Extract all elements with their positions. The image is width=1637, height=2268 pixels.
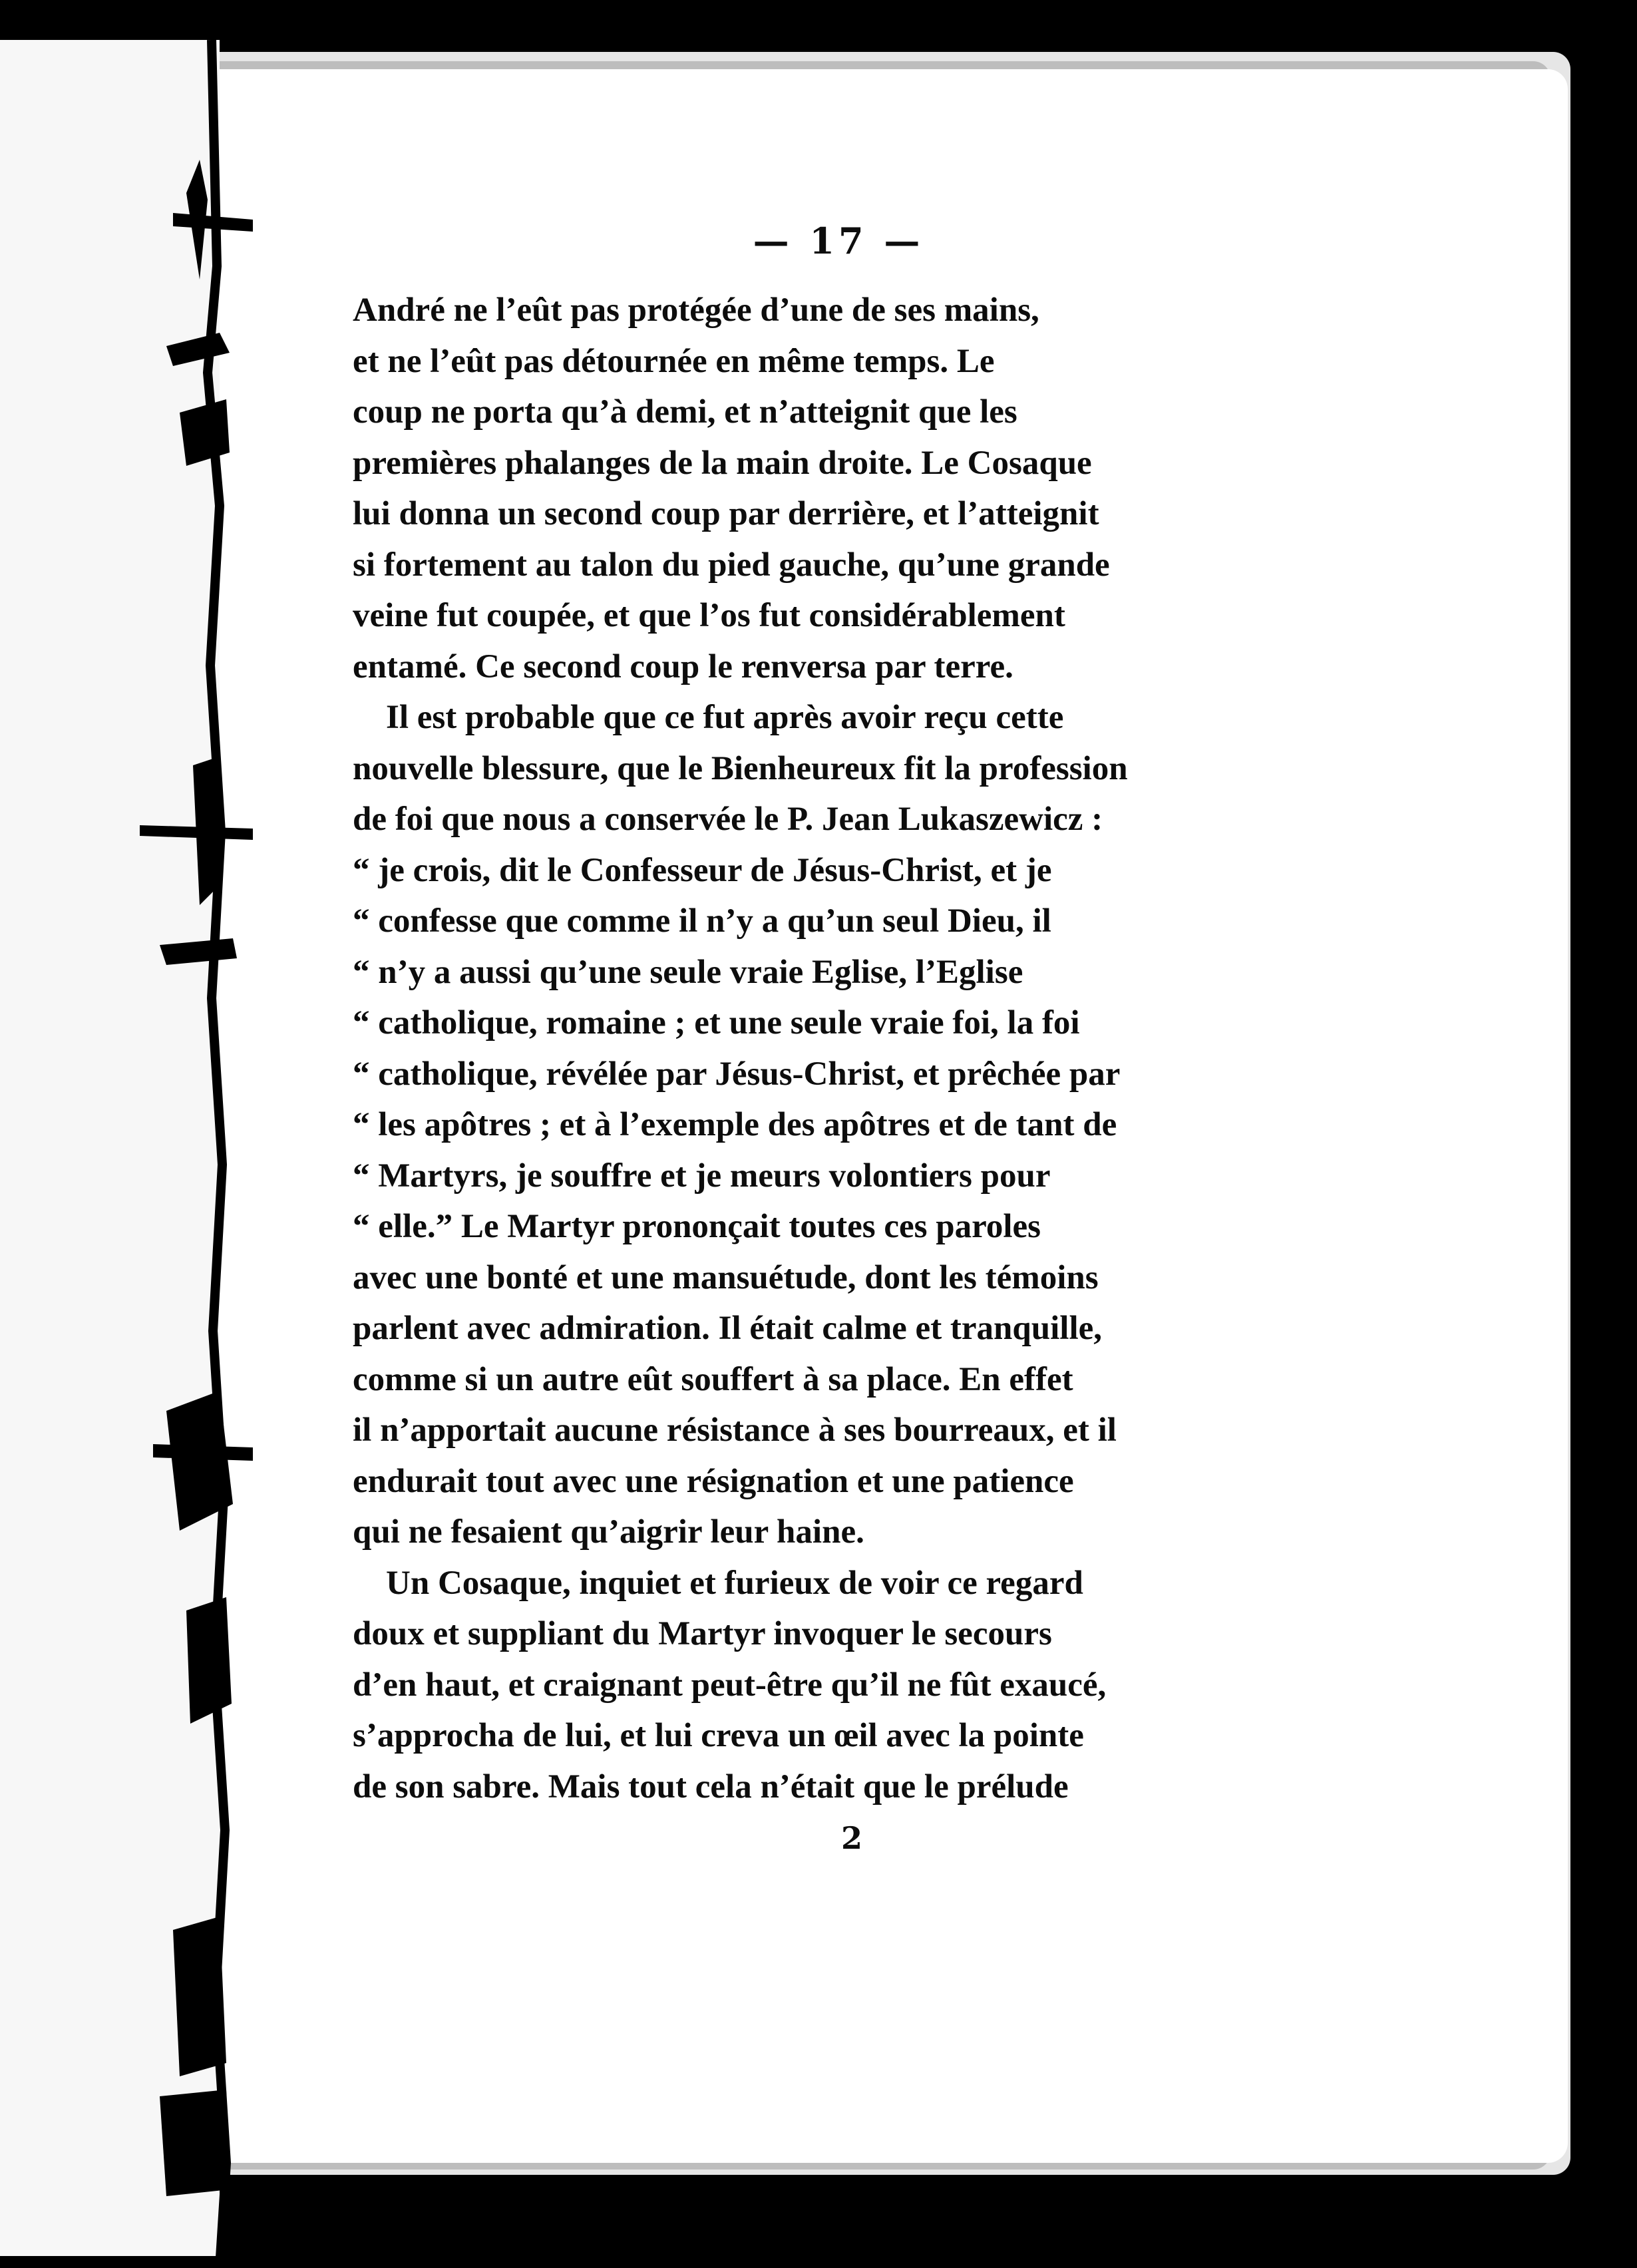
text-line: “ catholique, romaine ; et une seule vraie foi, la foi: [353, 1004, 1080, 1041]
text-line: Un Cosaque, inquiet et furieux de voir ce regard: [386, 1564, 1083, 1602]
page-number-header: — 17 —: [753, 220, 924, 262]
text-line: “ Martyrs, je souffre et je meurs volontiers pour: [353, 1157, 1051, 1195]
text-line: qui ne fesaient qu’aigrir leur haine.: [353, 1513, 864, 1551]
text-line: parlent avec admiration. Il était calme et tranquille,: [353, 1310, 1103, 1347]
paragraph-2: [353, 692, 1304, 1558]
text-line: “ je crois, dit le Confesseur de Jésus-Christ, et je: [353, 851, 1052, 889]
text-line: “ confesse que comme il n’y a qu’un seul Dieu, il: [353, 902, 1051, 940]
text-line: comme si un autre eût souffert à sa place. En effet: [353, 1360, 1073, 1398]
text-line: “ n’y a aussi qu’une seule vraie Eglise, l’Eglise: [353, 953, 1023, 991]
text-line: Il est probable que ce fut après avoir reçu cette: [386, 699, 1064, 736]
paragraph-3: [353, 1558, 1304, 1813]
text-line: entamé. Ce second coup le renversa par terre.: [353, 648, 1013, 685]
text-line: de son sabre. Mais tout cela n’était que le prélude: [353, 1768, 1069, 1805]
text-line: “ catholique, révélée par Jésus-Christ, et prêchée par: [353, 1055, 1121, 1093]
text-line: nouvelle blessure, que le Bienheureux fit la profession: [353, 749, 1128, 787]
text-line: André ne l’eût pas protégée d’une de ses mains,: [353, 291, 1039, 329]
text-line: d’en haut, et craignant peut-être qu’il ne fût exaucé,: [353, 1666, 1107, 1704]
torn-binding-edge: [0, 0, 253, 2268]
text-line: “ les apôtres ; et à l’exemple des apôtres et de tant de: [353, 1106, 1117, 1143]
text-line: coup ne porta qu’à demi, et n’atteignit que les: [353, 393, 1017, 431]
page-text: [353, 220, 1304, 1856]
text-line: avec une bonté et une mansuétude, dont les témoins: [353, 1258, 1099, 1296]
text-line: si fortement au talon du pied gauche, qu’une grande: [353, 546, 1110, 584]
text-line: de foi que nous a conservée le P. Jean Lukaszewicz :: [353, 801, 1103, 838]
text-line: endurait tout avec une résignation et une patience: [353, 1462, 1074, 1500]
text-line: veine fut coupée, et que l’os fut considérablement: [353, 597, 1065, 634]
text-line: il n’apportait aucune résistance à ses bourreaux, et il: [353, 1412, 1117, 1449]
text-line: “ elle.” Le Martyr prononçait toutes ces paroles: [353, 1208, 1041, 1245]
text-line: premières phalanges de la main droite. Le Cosaque: [353, 444, 1092, 482]
signature-mark: 2: [840, 1820, 862, 1856]
paragraph-1: [353, 285, 1304, 692]
text-line: lui donna un second coup par derrière, et l’atteignit: [353, 495, 1099, 532]
text-line: doux et suppliant du Martyr invoquer le secours: [353, 1615, 1052, 1652]
text-line: s’approcha de lui, et lui creva un œil avec la pointe: [353, 1717, 1084, 1754]
text-line: et ne l’eût pas détournée en même temps. Le: [353, 342, 995, 380]
